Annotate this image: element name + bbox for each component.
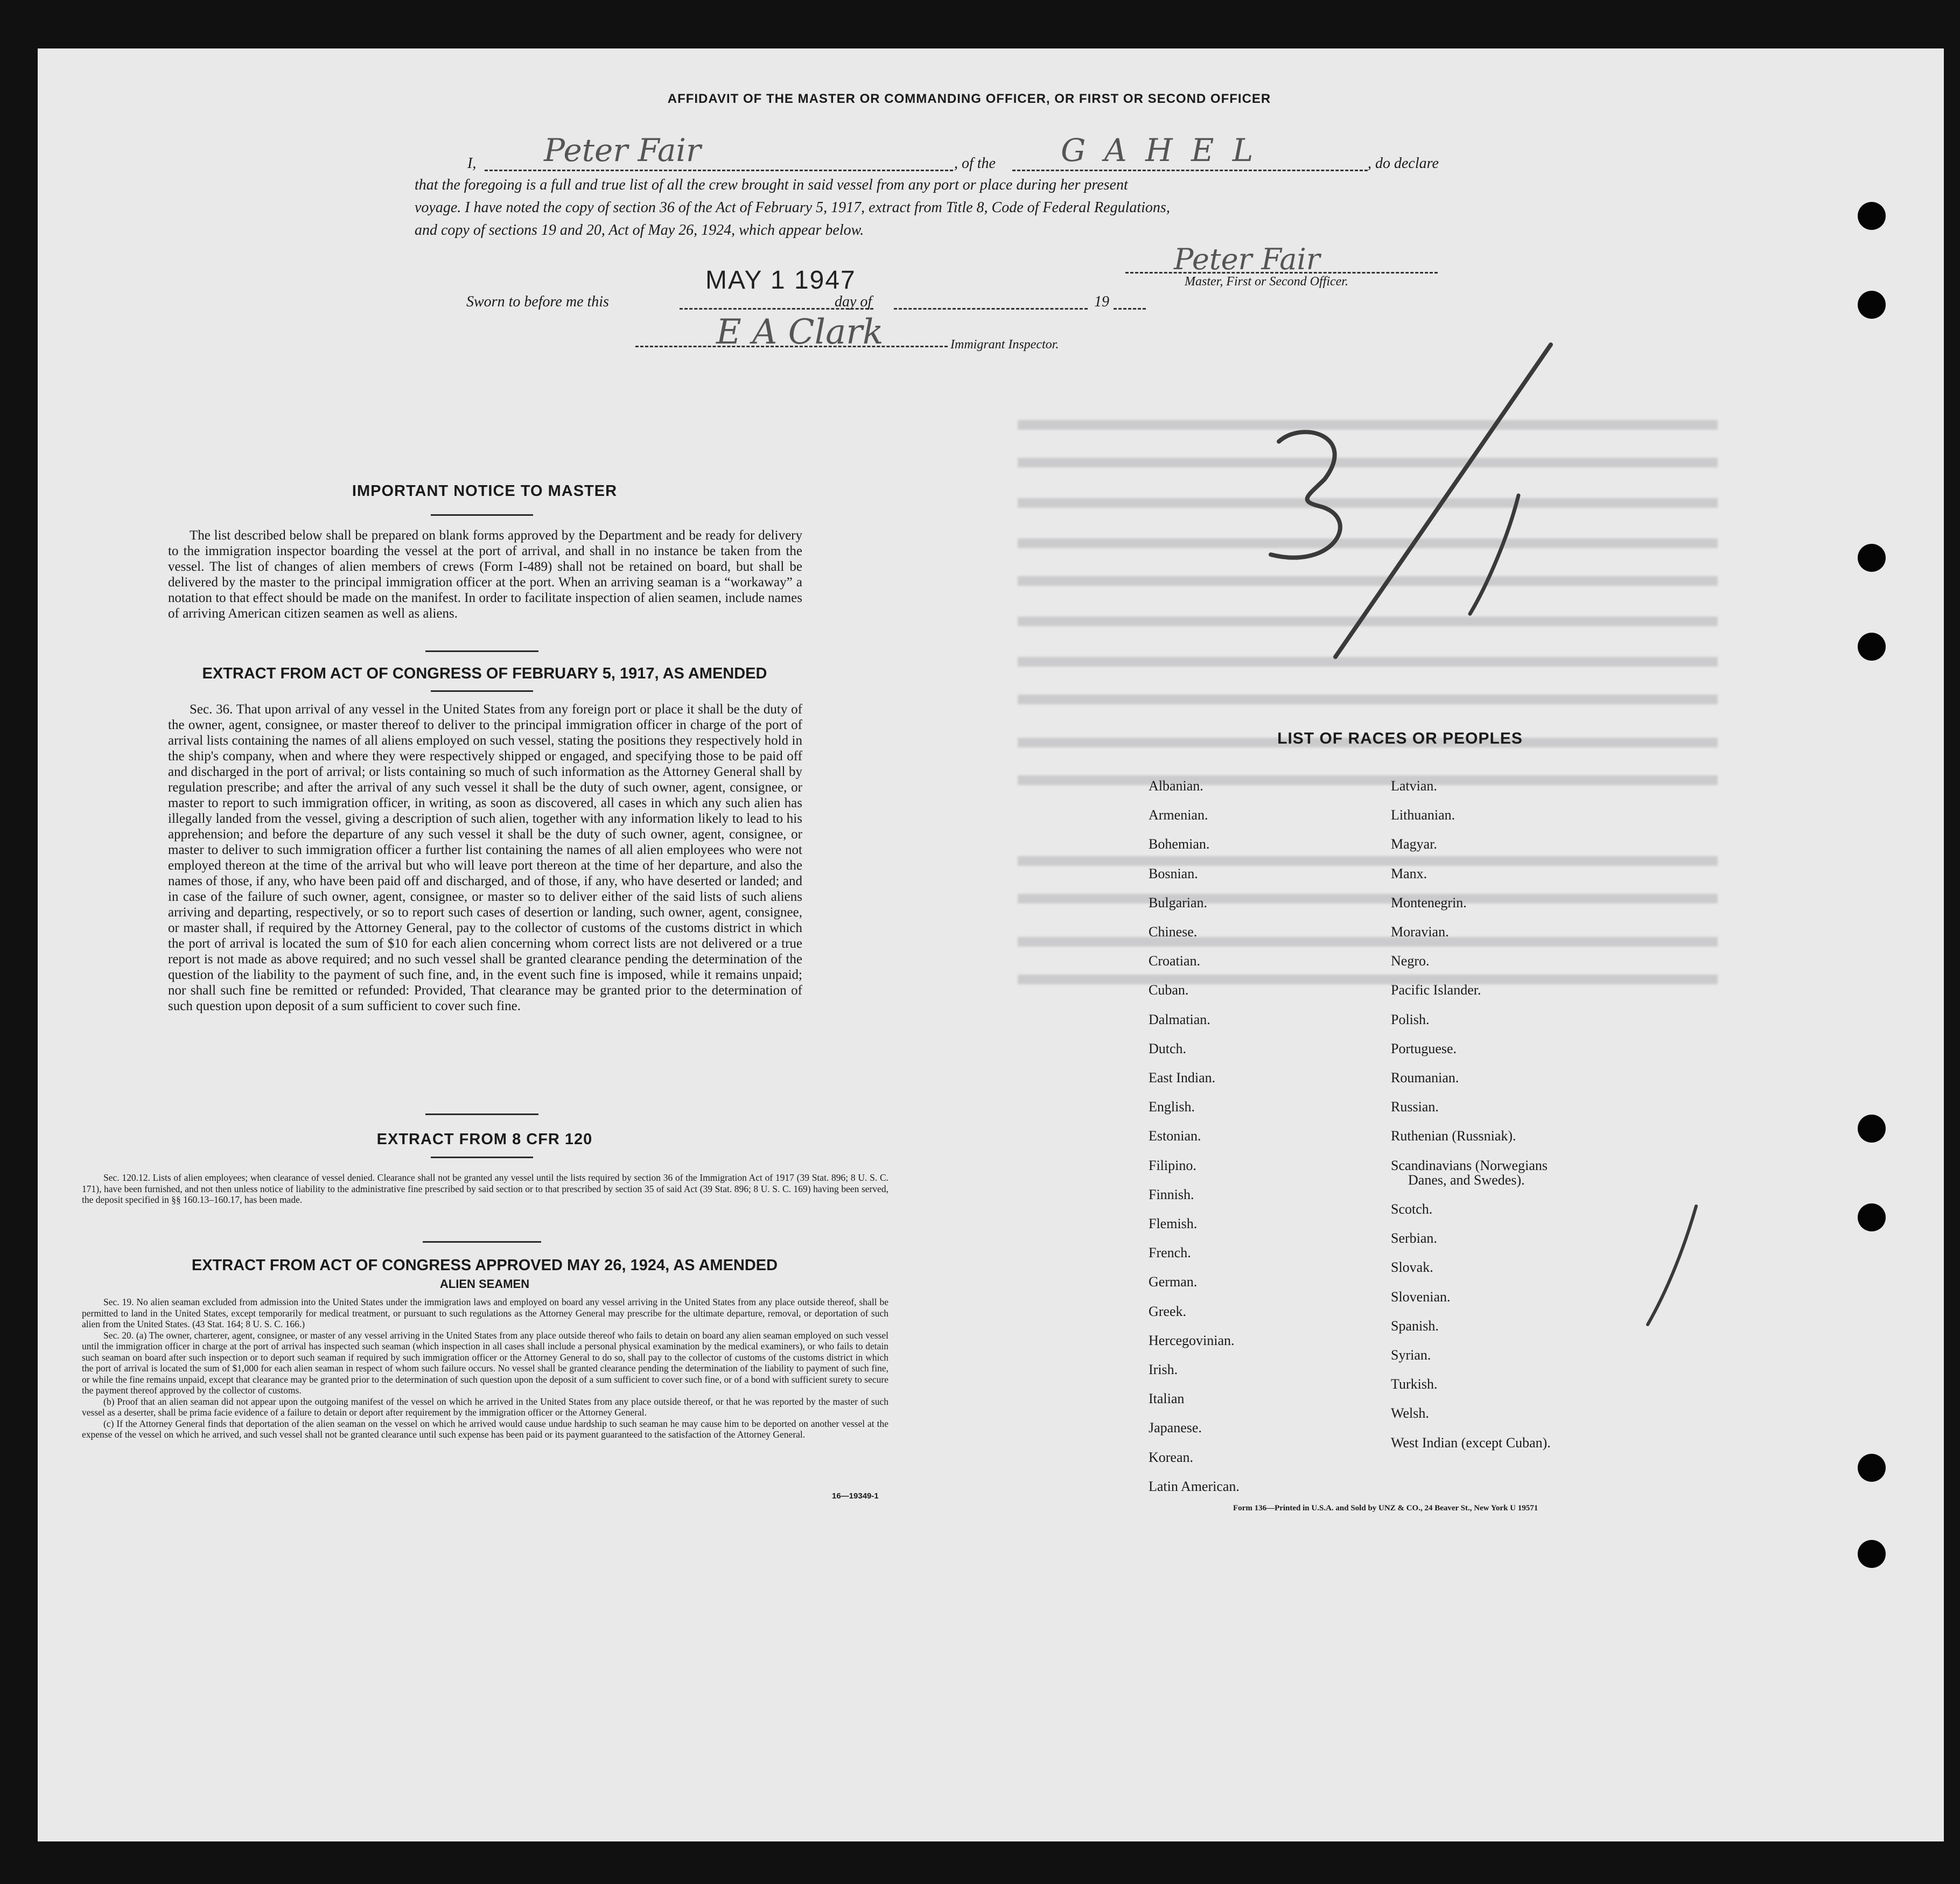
race-entry: Ruthenian (Russniak). xyxy=(1391,1128,1516,1144)
of-the-label: , of the xyxy=(954,155,996,172)
inspector-signature: E A Clark xyxy=(716,312,884,352)
sworn-year-line xyxy=(1114,308,1146,310)
race-entry: Estonian. xyxy=(1149,1128,1201,1144)
race-entry: Filipino. xyxy=(1149,1157,1196,1173)
race-entry: Latvian. xyxy=(1391,778,1437,794)
race-entry: Greek. xyxy=(1149,1303,1187,1319)
sworn-label: Sworn to before me this xyxy=(466,293,609,310)
race-entry: Korean. xyxy=(1149,1449,1194,1465)
notice-heading-rule xyxy=(431,514,533,516)
section-20c-text: (c) If the Attorney General finds that deportation of the alien seaman on the vessel on which he arrived would cause undue hardship to such seaman he may cause him to be deported on another vessel at the expense of the vessel on which he arrived, and such vessel shall not be granted clearance until such expense has been paid or its payment guaranteed to the satisfaction of the Attorney General. xyxy=(82,1418,888,1440)
race-entry: Japanese. xyxy=(1149,1420,1202,1436)
received-date-stamp: MAY 1 1947 xyxy=(705,266,856,295)
race-entry: Cuban. xyxy=(1149,982,1189,998)
race-entry: Syrian. xyxy=(1391,1347,1431,1363)
cfr-text: Sec. 120.12. Lists of alien employees; when clearance of vessel denied. Clearance shall not be granted any vessel until the lists required by section 36 of the Immigration Act of 1917 (39 Stat. 896; 8 U. S. C. 171), have been furnished, and not then unless notice of liability to the administrative fine prescribed by said section or to that prescribed by section 35 of said Act (39 Stat. 896; 8 U. S. C. 169) having been served, the deposit specified in §§ 160.13–160.17, has been made. xyxy=(82,1172,888,1205)
race-entry: Spanish. xyxy=(1391,1318,1439,1334)
race-entry: Welsh. xyxy=(1391,1405,1429,1421)
section-20a-text: Sec. 20. (a) The owner, charterer, agent, consignee, or master of any vessel arriving in the United States from any place outside thereof who fails to detain on board any alien seaman employed on such vessel until the immigration officer in charge at the port of arrival has inspected such seaman (which inspection in all cases shall include a personal physical examination by the medical examiners), or who fails to detain such seaman on board after such inspection or to deport such seaman if required by such immigration officer or the Attorney General to do so, shall pay to the collector of customs of the customs district in which the port of arrival is located the sum of $1,000 for each alien seaman in respect of whom such failure occurs. No vessel shall be granted clearance pending the determination of the liability to payment of such fine, or while the fine remains unpaid, except that clearance may be granted prior to the determination of such question upon the deposit of a sum sufficient to cover such fine, or of a bond with sufficient surety to secure the payment thereof approved by the collector of customs. xyxy=(82,1329,888,1396)
notice-heading: IMPORTANT NOTICE TO MASTER xyxy=(352,482,618,500)
extract-1924-text xyxy=(82,1297,888,1440)
declarant-i-label: I, xyxy=(467,155,477,172)
race-entry: English. xyxy=(1149,1099,1195,1115)
extract-1917-heading: EXTRACT FROM ACT OF CONGRESS OF FEBRUARY 5, 1917, AS AMENDED xyxy=(202,665,767,682)
extract-1917-rule xyxy=(431,690,533,692)
race-entry: Italian xyxy=(1149,1391,1185,1407)
race-entry: Polish. xyxy=(1391,1011,1430,1027)
cfr-rule xyxy=(431,1157,533,1158)
race-entry: Lithuanian. xyxy=(1391,807,1455,823)
race-entry: Latin American. xyxy=(1149,1478,1240,1494)
sworn-month-line xyxy=(894,308,1088,310)
race-entry: Slovenian. xyxy=(1391,1288,1451,1305)
race-entry: Portuguese. xyxy=(1391,1040,1457,1056)
handwritten-tally-mark xyxy=(1255,334,1578,668)
section-divider-2 xyxy=(425,1113,538,1115)
day-of-label: day of xyxy=(835,293,872,310)
race-entry: Flemish. xyxy=(1149,1216,1198,1231)
inspector-signature-line xyxy=(635,346,948,347)
race-entry: Bulgarian. xyxy=(1149,894,1208,911)
race-entry: Magyar. xyxy=(1391,836,1437,852)
handwritten-check-mark xyxy=(1632,1195,1707,1335)
races-heading: LIST OF RACES OR PEOPLES xyxy=(1277,730,1523,747)
race-entry: Scandinavians (Norwegians xyxy=(1391,1157,1548,1173)
race-entry: Armenian. xyxy=(1149,807,1208,823)
master-signature: Peter Fair xyxy=(1174,242,1320,276)
race-entry: Turkish. xyxy=(1391,1376,1438,1392)
notice-text: The list described below shall be prepared on blank forms approved by the Department and be ready for delivery to the immigration inspector boarding the vessel at the port of arrival, and shall in no instance be taken from the vessel. The list of changes of alien members of crews (Form I-489) shall not be retained on board, but shall be delivered by the master to the principal immigration officer at the port. When an arriving seaman is a “workaway” a notation to that effect should be made on the manifest. In order to facilitate inspection of alien seamen, include names of arriving American citizen seamen as well as aliens. xyxy=(168,528,802,621)
affidavit-body-line-4: and copy of sections 19 and 20, Act of May 26, 1924, which appear below. xyxy=(415,222,864,239)
race-entry: Moravian. xyxy=(1391,924,1449,940)
declare-label: , do declare xyxy=(1368,155,1439,172)
year-prefix: 19 xyxy=(1094,293,1109,310)
race-entry: Dutch. xyxy=(1149,1040,1187,1056)
affidavit-title: AFFIDAVIT OF THE MASTER OR COMMANDING OFFICER, OR FIRST OR SECOND OFFICER xyxy=(667,92,1271,106)
affidavit-body-line-2: that the foregoing is a full and true list of all the crew brought in said vessel from any port or place during her present xyxy=(415,177,1128,193)
cfr-heading: EXTRACT FROM 8 CFR 120 xyxy=(376,1131,593,1148)
race-entry: Pacific Islander. xyxy=(1391,982,1481,998)
vessel-name-line xyxy=(1012,170,1368,171)
race-entry: Danes, and Swedes). xyxy=(1408,1172,1525,1188)
race-entry: Hercegovinian. xyxy=(1149,1332,1235,1348)
race-entry: Bohemian. xyxy=(1149,836,1210,852)
alien-seamen-subheading: ALIEN SEAMEN xyxy=(439,1277,530,1291)
race-entry: Scotch. xyxy=(1391,1201,1433,1217)
race-entry: Croatian. xyxy=(1149,953,1201,969)
section-divider-3 xyxy=(423,1241,541,1243)
race-entry: Dalmatian. xyxy=(1149,1011,1210,1027)
extract-1917-text: Sec. 36. That upon arrival of any vessel in the United States from any foreign port or place it shall be the duty of the owner, agent, consignee, or master thereof to deliver to the principal immigration officer in charge of the port of arrival lists containing the names of all aliens employed on such vessel, stating the positions they respectively hold in the ship's company, when and where they were respectively shipped or engaged, and specifying those to be paid off and discharged in the port of arrival; or lists containing so much of such information as the Attorney General shall by regulation prescribe; and after the arrival of any such vessel it shall be the duty of such owner, agent, consignee, or master to report to such immigration officer, in writing, as soon as discovered, all cases in which any such alien has illegally landed from the vessel, giving a description of such alien, together with any information likely to lead to his apprehension; and before the departure of any such vessel it shall be the duty of such owner, agent, consignee, or master to deliver to such immigration officer a further list containing the names of all alien employees who were not employed thereon at the time of the arrival but who will leave port thereon at the time of her departure, and also the names of those, if any, who have been paid off and discharged, and of those, if any, who have deserted or landed; and in case of the failure of such owner, agent, consignee, or master so to deliver either of the said lists of such aliens arriving and departing, respectively, or so to report such cases of desertion or landing, such owner, agent, consignee, or master shall, if required by the Attorney General, pay to the collector of customs of the customs district in which the port of arrival is located the sum of $10 for each alien concerning whom correct lists are not delivered or a true report is not made as above required; and no such vessel shall be granted clearance pending the determination of the question of the liability to the payment of such fine, and, in the event such fine is imposed, while it remains unpaid; nor shall such fine be remitted or refunded: Provided, That clearance may be granted prior to the determination of such question upon deposit of a sum sufficient to cover such fine. xyxy=(168,702,802,1013)
section-20b-text: (b) Proof that an alien seaman did not appear upon the outgoing manifest of the vessel on which he arrived in the United States from any place outside thereof, or that he was reported by the master of such vessel as a deserter, shall be prima facie evidence of a failure to detain or deport after requirement by the immigration officer or the Attorney General. xyxy=(82,1396,888,1418)
vessel-name-handwritten: G A H E L xyxy=(1061,132,1258,169)
master-caption: Master, First or Second Officer. xyxy=(1185,275,1348,289)
race-entry: Manx. xyxy=(1391,865,1427,881)
race-entry: Chinese. xyxy=(1149,924,1198,940)
master-signature-line xyxy=(1125,272,1438,274)
race-entry: German. xyxy=(1149,1274,1198,1290)
race-entry: Serbian. xyxy=(1391,1230,1437,1246)
inspector-caption: Immigrant Inspector. xyxy=(950,338,1059,352)
race-entry: Roumanian. xyxy=(1391,1070,1459,1085)
race-entry: East Indian. xyxy=(1149,1070,1216,1085)
race-entry: Bosnian. xyxy=(1149,865,1198,881)
section-19-text: Sec. 19. No alien seaman excluded from admission into the United States under the immigration laws and employed on board any vessel arriving in the United States from any place outside thereof, shall be permitted to land in the United States, except temporarily for medical treatment, or pursuant to such regulations as the Attorney General may prescribe for the ultimate departure, removal, or deportation of such alien from the United States. (43 Stat. 164; 8 U. S. C. 166.) xyxy=(82,1297,888,1329)
printer-imprint: Form 136—Printed in U.S.A. and Sold by UNZ & CO., 24 Beaver St., New York U 19571 xyxy=(1233,1504,1538,1512)
section-divider-1 xyxy=(425,650,538,652)
declarant-name-line xyxy=(485,170,953,171)
race-entry: Finnish. xyxy=(1149,1186,1194,1202)
race-entry: Albanian. xyxy=(1149,778,1203,794)
race-entry: Irish. xyxy=(1149,1362,1178,1377)
race-entry: Russian. xyxy=(1391,1099,1439,1115)
extract-1924-heading: EXTRACT FROM ACT OF CONGRESS APPROVED MAY 26, 1924, AS AMENDED xyxy=(191,1257,778,1274)
affidavit-body-line-3: voyage. I have noted the copy of section 36 of the Act of February 5, 1917, extract from Title 8, Code of Federal Regulations, xyxy=(415,199,1170,216)
race-entry: Negro. xyxy=(1391,953,1430,969)
race-entry: French. xyxy=(1149,1245,1191,1261)
master-name-handwritten: Peter Fair xyxy=(544,132,701,169)
race-entry: West Indian (except Cuban). xyxy=(1391,1434,1551,1451)
race-entry: Slovak. xyxy=(1391,1259,1433,1276)
race-entry: Montenegrin. xyxy=(1391,894,1467,911)
form-code: 16—19349-1 xyxy=(832,1491,879,1501)
